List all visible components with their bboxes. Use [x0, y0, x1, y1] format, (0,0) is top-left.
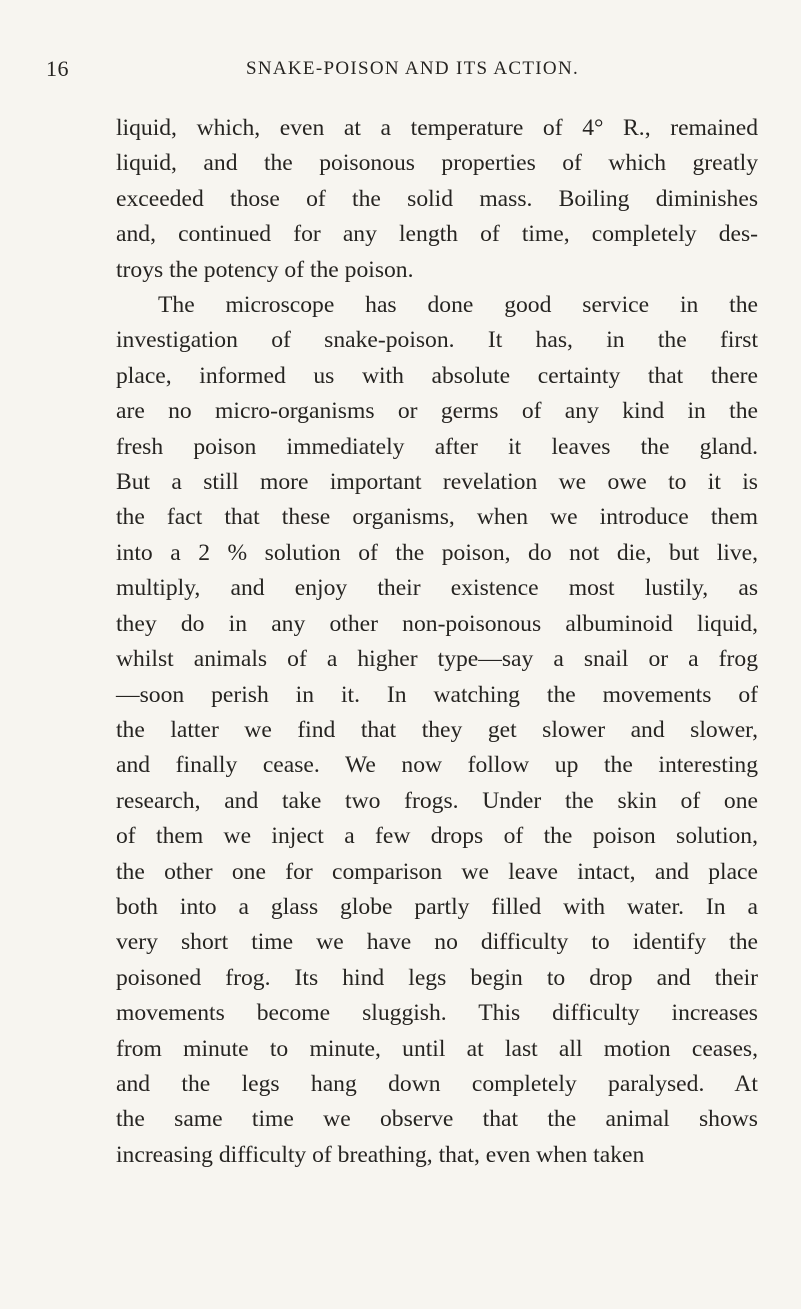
text-line: of them we inject a few drops of the poison solution, [116, 823, 758, 850]
running-title: SNAKE-POISON AND ITS ACTION. [246, 58, 580, 79]
text-line: multiply, and enjoy their existence most lustily, as [116, 575, 758, 602]
text-line: the same time we observe that the animal shows [116, 1106, 758, 1133]
text-line: exceeded those of the solid mass. Boiling diminishes [116, 185, 758, 212]
running-head [46, 56, 755, 90]
text-line: from minute to minute, until at last all motion ceases, [116, 1035, 758, 1062]
text-line: and finally cease. We now follow up the interesting [116, 752, 758, 779]
text-line: research, and take two frogs. Under the skin of one [116, 787, 758, 814]
text-line: place, informed us with absolute certainty that there [116, 362, 758, 389]
text-line: the latter we find that they get slower and slower, [116, 716, 758, 743]
text-line: liquid, and the poisonous properties of which greatly [116, 150, 758, 177]
text-line: —soon perish in it. In watching the movements of [116, 681, 758, 708]
page-number: 16 [46, 56, 69, 81]
text-line: fresh poison immediately after it leaves the gland. [116, 433, 758, 460]
text-line: increasing difficulty of breathing, that, even when taken [116, 1141, 645, 1168]
text-line: whilst animals of a higher type—say a snail or a frog [116, 646, 758, 673]
text-line: the fact that these organisms, when we introduce them [116, 504, 758, 531]
text-line: investigation of snake-poison. It has, in the first [116, 327, 758, 354]
text-line: liquid, which, even at a temperature of 4° R., remained [116, 115, 758, 141]
text-line: But a still more important revelation we owe to it is [116, 469, 758, 496]
text-line: and the legs hang down completely paralysed. At [116, 1070, 758, 1097]
text-line: the other one for comparison we leave intact, and place [116, 858, 758, 885]
text-line: troys the potency of the poison. [116, 256, 414, 283]
text-line: into a 2 % solution of the poison, do not die, but live, [116, 539, 758, 566]
text-line: very short time we have no difficulty to identify the [116, 929, 758, 956]
body-text [116, 111, 758, 1173]
text-line: movements become sluggish. This difficulty increases [116, 1000, 758, 1027]
text-line: and, continued for any length of time, completely des- [116, 221, 758, 248]
text-line: both into a glass globe partly filled with water. In a [116, 893, 758, 920]
text-line: poisoned frog. Its hind legs begin to drop and their [116, 964, 758, 991]
text-line: they do in any other non-poisonous albuminoid liquid, [116, 610, 758, 637]
text-line: The microscope has done good service in the [158, 292, 758, 319]
text-line: are no micro-organisms or germs of any kind in the [116, 398, 758, 425]
